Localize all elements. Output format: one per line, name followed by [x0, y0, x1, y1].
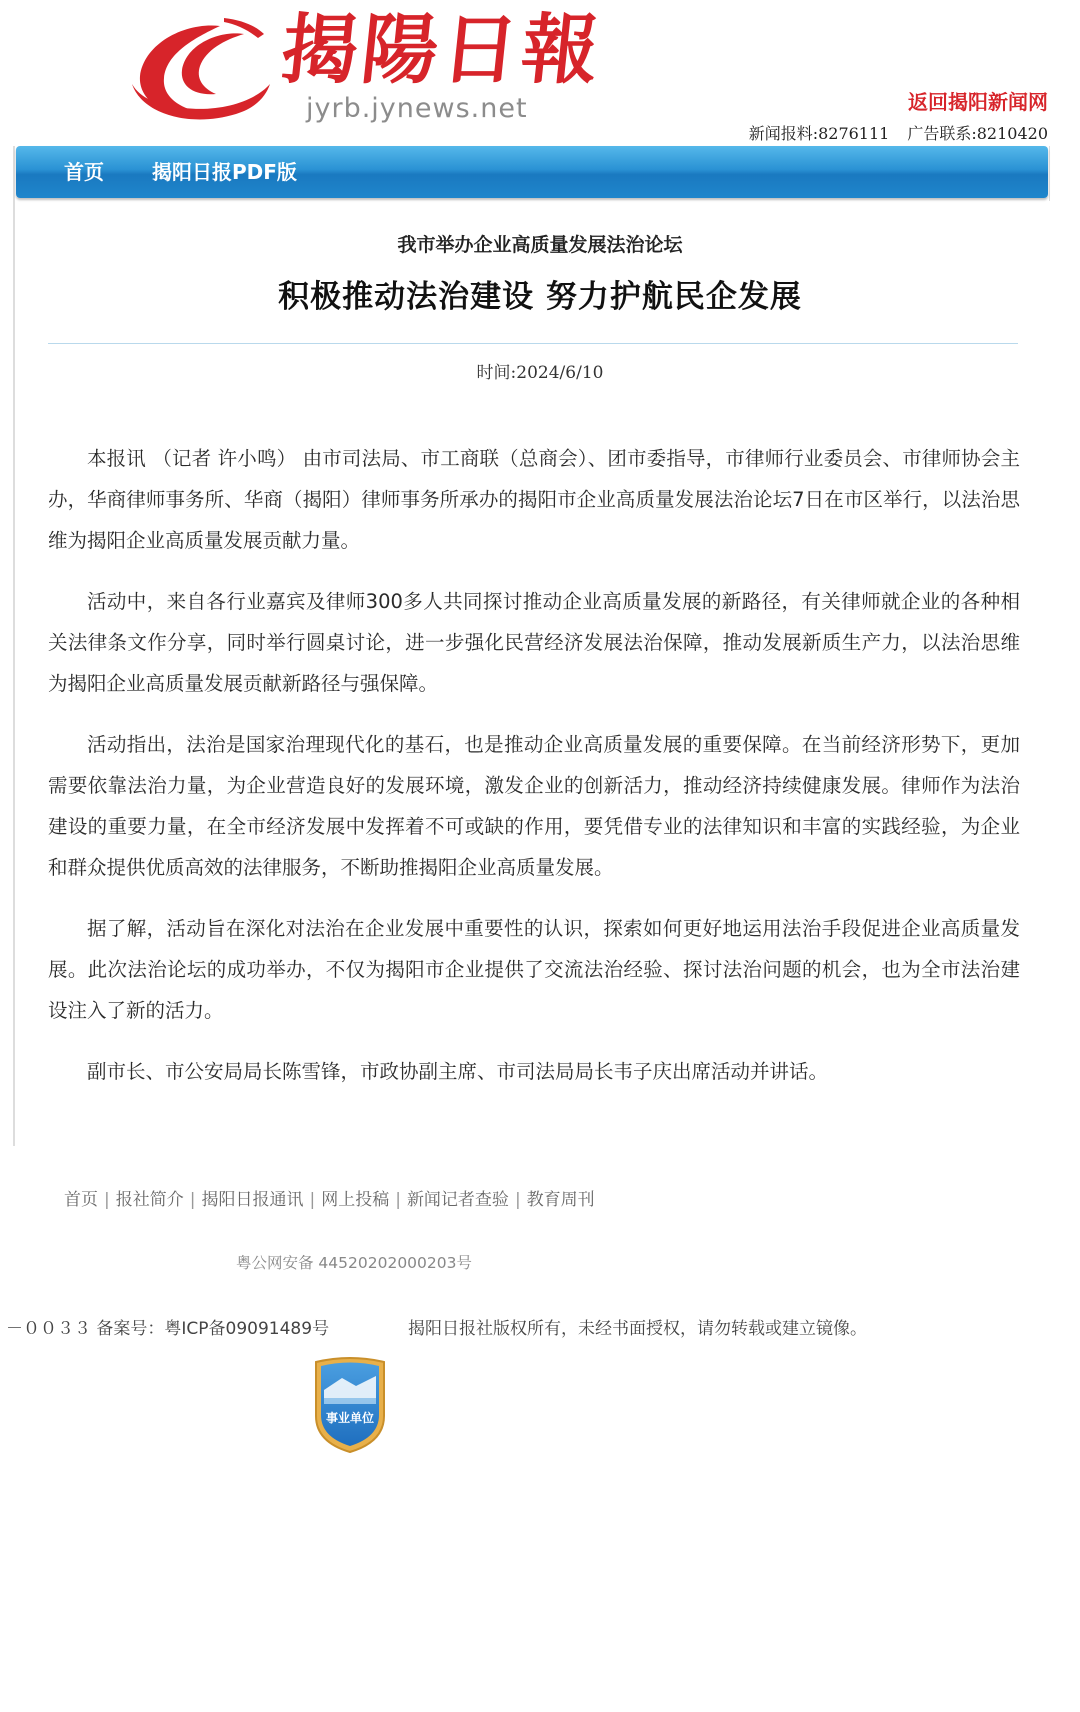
icp-record[interactable]: －００３３ 备案号：粤ICP备09091489号 [6, 1319, 330, 1339]
logo-url: jyrb.jynews.net [306, 93, 528, 124]
publish-time [0, 360, 1080, 386]
footer-separator: | [104, 1190, 110, 1210]
copyright-notice: 揭阳日报社版权所有，未经书面授权，请勿转载或建立镜像。 [408, 1319, 867, 1339]
public-security-record[interactable]: 粤公网安备 44520202000203号 [236, 1254, 472, 1272]
footer-separator: | [189, 1190, 196, 1210]
article-paragraph: 本报讯 （记者 许小鸣） 由市司法局、市工商联（总商会）、团市委指导，市律师行业委员会、市律师协会主办，华商律师事务所、华商（揭阳）律师事务所承办的揭阳市企业高质量发展法治论坛7日在市区举行，以法治思维为揭阳企业高质量发展贡献力量。 [48, 447, 1020, 552]
page-frame-right-border [1049, 146, 1050, 201]
logo-title[interactable]: 揭陽日報 [277, 5, 607, 94]
footer-links [64, 1186, 595, 1214]
footer-link-reporter-check[interactable]: 新闻记者查验 [406, 1190, 509, 1210]
newspaper-logo-icon[interactable] [124, 14, 270, 128]
footer-separator: | [395, 1190, 401, 1210]
publish-date: 2024/6/10 [516, 363, 604, 383]
footer-link-about[interactable]: 报社简介 [115, 1190, 184, 1210]
back-to-news-site-link[interactable]: 返回揭阳新闻网 [908, 90, 1048, 114]
article-subtitle: 我市举办企业高质量发展法治论坛 [397, 234, 683, 256]
publish-time-label: 时间: [476, 363, 517, 383]
main-nav-bar [16, 146, 1048, 198]
footer-separator: | [514, 1190, 521, 1210]
article-paragraph: 活动指出，法治是国家治理现代化的基石，也是推动企业高质量发展的重要保障。在当前经济形势下，更加需要依靠法治力量，为企业营造良好的发展环境，激发企业的创新活力，推动经济持续健康发展。律师作为法治建设的重要力量，在全市经济发展中发挥着不可或缺的作用，要凭借专业的法律知识和丰富的实践经验，为企业和群众提供优质高效的法律服务，不断助推揭阳企业高质量发展。 [48, 733, 1020, 879]
nav-item-home[interactable]: 首页 [64, 160, 104, 184]
article-paragraph: 活动中，来自各行业嘉宾及律师300多人共同探讨推动企业高质量发展的新路径，有关律师就企业的各种相关法律条文作分享，同时举行圆桌讨论，进一步强化民营经济发展法治保障，推动发展新质生产力，以法治思维为揭阳企业高质量发展贡献新路径与强保障。 [48, 590, 1020, 695]
article-paragraph: 副市长、市公安局局长陈雪锋，市政协副主席、市司法局局长韦子庆出席活动并讲话。 [87, 1060, 829, 1083]
footer-link-submit[interactable]: 网上投稿 [321, 1190, 390, 1210]
nav-item-pdf-edition[interactable]: 揭阳日报PDF版 [152, 160, 297, 184]
title-divider [48, 343, 1018, 344]
institution-badge-icon[interactable] [308, 1354, 392, 1454]
site-header [0, 0, 1080, 150]
news-tip-phone: 新闻报料:8276111 [748, 124, 890, 143]
footer-link-education[interactable]: 教育周刊 [526, 1190, 595, 1210]
article-body [48, 438, 1020, 1112]
footer-separator: | [309, 1190, 316, 1210]
article-paragraph: 据了解，活动旨在深化对法治在企业发展中重要性的认识，探索如何更好地运用法治手段促进企业高质量发展。此次法治论坛的成功举办，不仅为揭阳市企业提供了交流法治经验、探讨法治问题的机会，也为全市法治建设注入了新的活力。 [48, 917, 1020, 1022]
badge-label: 事业单位 [325, 1411, 374, 1425]
contact-line [749, 123, 1048, 145]
article-title: 积极推动法治建设 努力护航民企发展 [278, 279, 802, 315]
ad-contact-phone: 广告联系:8210420 [907, 124, 1048, 143]
footer-link-correspondence[interactable]: 揭阳日报通讯 [201, 1190, 304, 1210]
footer-link-home[interactable]: 首页 [64, 1190, 98, 1210]
